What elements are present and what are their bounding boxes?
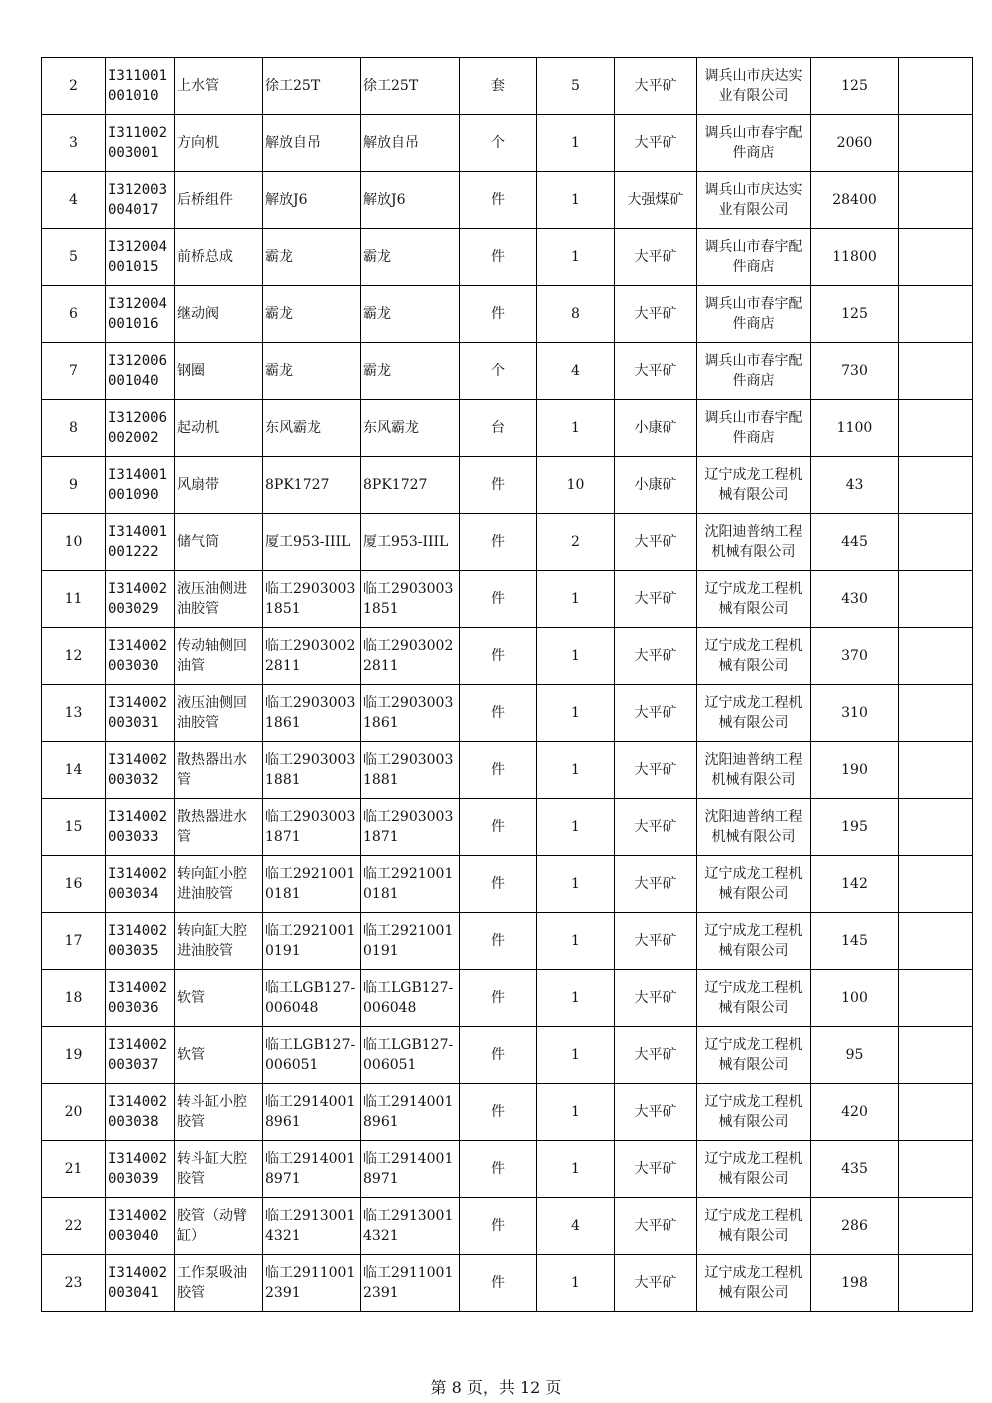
cell-unit: 件 (460, 742, 537, 799)
cell-mine: 大平矿 (615, 1141, 697, 1198)
cell-spec: 临工29210010181 (263, 856, 361, 913)
cell-material-code: I314002003033 (106, 799, 175, 856)
cell-unit: 件 (460, 1255, 537, 1312)
cell-spec: 临工29030031851 (263, 571, 361, 628)
cell-seq: 8 (42, 400, 106, 457)
cell-material-code: I314002003035 (106, 913, 175, 970)
cell-seq: 4 (42, 172, 106, 229)
cell-spec: 临工29130014321 (263, 1198, 361, 1255)
cell-remark (899, 913, 973, 970)
cell-model: 临工29030022811 (361, 628, 460, 685)
cell-material-name: 工作泵吸油胶管 (175, 1255, 263, 1312)
cell-material-code: I312004001015 (106, 229, 175, 286)
cell-material-name: 转斗缸小腔胶管 (175, 1084, 263, 1141)
cell-quantity: 4 (537, 1198, 615, 1255)
cell-unit: 件 (460, 685, 537, 742)
cell-mine: 小康矿 (615, 400, 697, 457)
cell-model: 临工LGB127-006051 (361, 1027, 460, 1084)
cell-quantity: 1 (537, 400, 615, 457)
cell-material-name: 散热器出水管 (175, 742, 263, 799)
cell-model: 临工29110012391 (361, 1255, 460, 1312)
cell-quantity: 1 (537, 970, 615, 1027)
cell-unit: 件 (460, 514, 537, 571)
cell-seq: 9 (42, 457, 106, 514)
cell-supplier: 辽宁成龙工程机械有限公司 (697, 970, 811, 1027)
cell-price: 2060 (811, 115, 899, 172)
cell-remark (899, 742, 973, 799)
cell-mine: 大平矿 (615, 1255, 697, 1312)
cell-seq: 3 (42, 115, 106, 172)
cell-material-name: 起动机 (175, 400, 263, 457)
cell-quantity: 1 (537, 1255, 615, 1312)
cell-material-code: I311002003001 (106, 115, 175, 172)
cell-supplier: 调兵山市春宇配件商店 (697, 343, 811, 400)
cell-remark (899, 286, 973, 343)
cell-seq: 15 (42, 799, 106, 856)
cell-quantity: 1 (537, 1027, 615, 1084)
cell-price: 95 (811, 1027, 899, 1084)
cell-supplier: 辽宁成龙工程机械有限公司 (697, 856, 811, 913)
cell-material-name: 钢圈 (175, 343, 263, 400)
cell-seq: 7 (42, 343, 106, 400)
cell-mine: 大平矿 (615, 742, 697, 799)
cell-price: 420 (811, 1084, 899, 1141)
table-row (42, 571, 973, 628)
cell-remark (899, 1198, 973, 1255)
cell-spec: 徐工25T (263, 58, 361, 115)
cell-spec: 厦工953-IIIL (263, 514, 361, 571)
cell-price: 28400 (811, 172, 899, 229)
cell-supplier: 沈阳迪普纳工程机械有限公司 (697, 514, 811, 571)
cell-unit: 件 (460, 172, 537, 229)
cell-unit: 个 (460, 115, 537, 172)
cell-supplier: 调兵山市春宇配件商店 (697, 400, 811, 457)
table-row (42, 229, 973, 286)
cell-mine: 大平矿 (615, 1084, 697, 1141)
page-footer: 第 8 页，共 12 页 (430, 1378, 562, 1397)
cell-price: 310 (811, 685, 899, 742)
cell-unit: 件 (460, 799, 537, 856)
cell-unit: 件 (460, 1027, 537, 1084)
cell-model: 临工29030031881 (361, 742, 460, 799)
cell-material-code: I314001001090 (106, 457, 175, 514)
cell-quantity: 8 (537, 286, 615, 343)
cell-price: 370 (811, 628, 899, 685)
cell-model: 临工29030031871 (361, 799, 460, 856)
cell-price: 11800 (811, 229, 899, 286)
table-row (42, 742, 973, 799)
cell-spec: 解放自吊 (263, 115, 361, 172)
cell-seq: 2 (42, 58, 106, 115)
cell-mine: 大强煤矿 (615, 172, 697, 229)
cell-material-code: I314002003032 (106, 742, 175, 799)
cell-remark (899, 1141, 973, 1198)
cell-material-name: 液压油侧回油胶管 (175, 685, 263, 742)
cell-mine: 大平矿 (615, 913, 697, 970)
cell-seq: 10 (42, 514, 106, 571)
cell-material-name: 前桥总成 (175, 229, 263, 286)
cell-seq: 18 (42, 970, 106, 1027)
cell-unit: 个 (460, 343, 537, 400)
cell-supplier: 辽宁成龙工程机械有限公司 (697, 1255, 811, 1312)
cell-model: 厦工953-IIIL (361, 514, 460, 571)
cell-mine: 小康矿 (615, 457, 697, 514)
cell-price: 286 (811, 1198, 899, 1255)
cell-remark (899, 685, 973, 742)
table-row (42, 799, 973, 856)
cell-supplier: 辽宁成龙工程机械有限公司 (697, 571, 811, 628)
cell-mine: 大平矿 (615, 856, 697, 913)
table-row (42, 400, 973, 457)
cell-spec: 临工LGB127-006048 (263, 970, 361, 1027)
cell-price: 125 (811, 286, 899, 343)
cell-mine: 大平矿 (615, 286, 697, 343)
table-row (42, 628, 973, 685)
cell-material-code: I314002003034 (106, 856, 175, 913)
cell-supplier: 辽宁成龙工程机械有限公司 (697, 628, 811, 685)
cell-mine: 大平矿 (615, 343, 697, 400)
cell-supplier: 辽宁成龙工程机械有限公司 (697, 1027, 811, 1084)
cell-spec: 霸龙 (263, 229, 361, 286)
cell-supplier: 调兵山市庆达实业有限公司 (697, 58, 811, 115)
cell-model: 临工29130014321 (361, 1198, 460, 1255)
cell-quantity: 1 (537, 799, 615, 856)
cell-quantity: 1 (537, 742, 615, 799)
cell-quantity: 1 (537, 115, 615, 172)
table-row (42, 1198, 973, 1255)
cell-seq: 17 (42, 913, 106, 970)
cell-model: 解放J6 (361, 172, 460, 229)
cell-unit: 件 (460, 571, 537, 628)
table-row (42, 115, 973, 172)
cell-material-name: 软管 (175, 1027, 263, 1084)
table-row (42, 1255, 973, 1312)
cell-quantity: 5 (537, 58, 615, 115)
table-row (42, 1084, 973, 1141)
cell-material-name: 胶管（动臂缸） (175, 1198, 263, 1255)
cell-spec: 霸龙 (263, 343, 361, 400)
cell-seq: 13 (42, 685, 106, 742)
table-row (42, 343, 973, 400)
cell-unit: 件 (460, 286, 537, 343)
cell-spec: 临工29030031861 (263, 685, 361, 742)
cell-supplier: 调兵山市春宇配件商店 (697, 229, 811, 286)
table-row (42, 685, 973, 742)
cell-material-code: I312006001040 (106, 343, 175, 400)
cell-remark (899, 856, 973, 913)
table-row (42, 286, 973, 343)
cell-price: 190 (811, 742, 899, 799)
cell-model: 霸龙 (361, 343, 460, 400)
cell-price: 125 (811, 58, 899, 115)
cell-mine: 大平矿 (615, 58, 697, 115)
cell-spec: 临工29210010191 (263, 913, 361, 970)
cell-model: 徐工25T (361, 58, 460, 115)
cell-material-code: I314002003041 (106, 1255, 175, 1312)
cell-spec: 8PK1727 (263, 457, 361, 514)
cell-spec: 临工29140018971 (263, 1141, 361, 1198)
cell-mine: 大平矿 (615, 1198, 697, 1255)
cell-remark (899, 115, 973, 172)
cell-quantity: 10 (537, 457, 615, 514)
cell-mine: 大平矿 (615, 628, 697, 685)
cell-material-name: 上水管 (175, 58, 263, 115)
cell-material-name: 转向缸小腔进油胶管 (175, 856, 263, 913)
cell-mine: 大平矿 (615, 970, 697, 1027)
cell-remark (899, 1027, 973, 1084)
cell-material-name: 转斗缸大腔胶管 (175, 1141, 263, 1198)
cell-material-code: I314002003031 (106, 685, 175, 742)
parts-table (41, 57, 973, 1312)
cell-material-code: I312006002002 (106, 400, 175, 457)
cell-material-name: 后桥组件 (175, 172, 263, 229)
cell-material-name: 传动轴侧回油管 (175, 628, 263, 685)
cell-seq: 19 (42, 1027, 106, 1084)
table-row (42, 1027, 973, 1084)
cell-seq: 22 (42, 1198, 106, 1255)
table-row (42, 58, 973, 115)
cell-seq: 14 (42, 742, 106, 799)
cell-unit: 件 (460, 229, 537, 286)
cell-price: 430 (811, 571, 899, 628)
cell-supplier: 辽宁成龙工程机械有限公司 (697, 1141, 811, 1198)
cell-supplier: 沈阳迪普纳工程机械有限公司 (697, 742, 811, 799)
cell-spec: 临工LGB127-006051 (263, 1027, 361, 1084)
cell-remark (899, 970, 973, 1027)
cell-supplier: 沈阳迪普纳工程机械有限公司 (697, 799, 811, 856)
cell-remark (899, 400, 973, 457)
cell-remark (899, 457, 973, 514)
cell-unit: 件 (460, 1084, 537, 1141)
cell-material-name: 软管 (175, 970, 263, 1027)
cell-model: 临工29210010181 (361, 856, 460, 913)
cell-material-name: 方向机 (175, 115, 263, 172)
cell-quantity: 2 (537, 514, 615, 571)
cell-spec: 临工29030022811 (263, 628, 361, 685)
table-row (42, 970, 973, 1027)
cell-remark (899, 229, 973, 286)
cell-remark (899, 58, 973, 115)
cell-model: 临工29140018971 (361, 1141, 460, 1198)
cell-material-code: I311001001010 (106, 58, 175, 115)
cell-model: 临工LGB127-006048 (361, 970, 460, 1027)
cell-material-code: I314002003038 (106, 1084, 175, 1141)
cell-seq: 20 (42, 1084, 106, 1141)
cell-unit: 件 (460, 1198, 537, 1255)
cell-material-code: I314001001222 (106, 514, 175, 571)
table-row (42, 856, 973, 913)
cell-supplier: 辽宁成龙工程机械有限公司 (697, 913, 811, 970)
cell-model: 解放自吊 (361, 115, 460, 172)
cell-material-code: I314002003039 (106, 1141, 175, 1198)
cell-quantity: 1 (537, 1084, 615, 1141)
cell-material-name: 散热器进水管 (175, 799, 263, 856)
cell-model: 霸龙 (361, 229, 460, 286)
cell-model: 8PK1727 (361, 457, 460, 514)
cell-unit: 件 (460, 1141, 537, 1198)
cell-model: 临工29030031851 (361, 571, 460, 628)
cell-mine: 大平矿 (615, 514, 697, 571)
cell-price: 195 (811, 799, 899, 856)
cell-spec: 临工29030031871 (263, 799, 361, 856)
cell-seq: 11 (42, 571, 106, 628)
cell-quantity: 1 (537, 913, 615, 970)
cell-price: 142 (811, 856, 899, 913)
cell-material-code: I314002003036 (106, 970, 175, 1027)
cell-material-code: I314002003037 (106, 1027, 175, 1084)
cell-quantity: 1 (537, 856, 615, 913)
cell-seq: 5 (42, 229, 106, 286)
cell-remark (899, 172, 973, 229)
cell-remark (899, 1255, 973, 1312)
cell-material-name: 风扇带 (175, 457, 263, 514)
cell-price: 198 (811, 1255, 899, 1312)
table-row (42, 172, 973, 229)
cell-mine: 大平矿 (615, 685, 697, 742)
table-row (42, 1141, 973, 1198)
cell-model: 临工29140018961 (361, 1084, 460, 1141)
cell-model: 临工29210010191 (361, 913, 460, 970)
cell-spec: 解放J6 (263, 172, 361, 229)
cell-quantity: 1 (537, 1141, 615, 1198)
table-row (42, 514, 973, 571)
cell-quantity: 1 (537, 571, 615, 628)
cell-mine: 大平矿 (615, 799, 697, 856)
cell-unit: 件 (460, 970, 537, 1027)
cell-supplier: 调兵山市春宇配件商店 (697, 286, 811, 343)
cell-spec: 临工29030031881 (263, 742, 361, 799)
cell-material-code: I312003004017 (106, 172, 175, 229)
cell-material-code: I312004001016 (106, 286, 175, 343)
cell-seq: 16 (42, 856, 106, 913)
cell-remark (899, 514, 973, 571)
cell-remark (899, 1084, 973, 1141)
cell-mine: 大平矿 (615, 115, 697, 172)
cell-seq: 6 (42, 286, 106, 343)
cell-supplier: 调兵山市庆达实业有限公司 (697, 172, 811, 229)
cell-quantity: 1 (537, 685, 615, 742)
cell-price: 730 (811, 343, 899, 400)
cell-unit: 件 (460, 856, 537, 913)
cell-supplier: 辽宁成龙工程机械有限公司 (697, 457, 811, 514)
cell-remark (899, 343, 973, 400)
cell-supplier: 辽宁成龙工程机械有限公司 (697, 1084, 811, 1141)
cell-unit: 套 (460, 58, 537, 115)
cell-unit: 件 (460, 913, 537, 970)
table-row (42, 457, 973, 514)
cell-material-name: 储气筒 (175, 514, 263, 571)
table-body (42, 58, 973, 1312)
cell-material-name: 液压油侧进油胶管 (175, 571, 263, 628)
cell-price: 435 (811, 1141, 899, 1198)
cell-quantity: 1 (537, 628, 615, 685)
cell-seq: 23 (42, 1255, 106, 1312)
table-row (42, 913, 973, 970)
cell-spec: 临工29110012391 (263, 1255, 361, 1312)
cell-quantity: 4 (537, 343, 615, 400)
cell-remark (899, 571, 973, 628)
cell-price: 145 (811, 913, 899, 970)
cell-seq: 21 (42, 1141, 106, 1198)
cell-spec: 霸龙 (263, 286, 361, 343)
cell-model: 临工29030031861 (361, 685, 460, 742)
cell-mine: 大平矿 (615, 571, 697, 628)
cell-model: 东风霸龙 (361, 400, 460, 457)
cell-mine: 大平矿 (615, 229, 697, 286)
cell-quantity: 1 (537, 172, 615, 229)
cell-material-code: I314002003040 (106, 1198, 175, 1255)
cell-seq: 12 (42, 628, 106, 685)
cell-quantity: 1 (537, 229, 615, 286)
cell-model: 霸龙 (361, 286, 460, 343)
cell-remark (899, 628, 973, 685)
cell-material-code: I314002003029 (106, 571, 175, 628)
cell-price: 43 (811, 457, 899, 514)
cell-supplier: 辽宁成龙工程机械有限公司 (697, 685, 811, 742)
cell-mine: 大平矿 (615, 1027, 697, 1084)
cell-unit: 件 (460, 628, 537, 685)
cell-material-name: 继动阀 (175, 286, 263, 343)
cell-remark (899, 799, 973, 856)
cell-unit: 件 (460, 457, 537, 514)
cell-supplier: 调兵山市春宇配件商店 (697, 115, 811, 172)
cell-material-code: I314002003030 (106, 628, 175, 685)
cell-spec: 东风霸龙 (263, 400, 361, 457)
cell-spec: 临工29140018961 (263, 1084, 361, 1141)
cell-supplier: 辽宁成龙工程机械有限公司 (697, 1198, 811, 1255)
cell-price: 445 (811, 514, 899, 571)
cell-unit: 台 (460, 400, 537, 457)
cell-material-name: 转向缸大腔进油胶管 (175, 913, 263, 970)
cell-price: 1100 (811, 400, 899, 457)
cell-price: 100 (811, 970, 899, 1027)
